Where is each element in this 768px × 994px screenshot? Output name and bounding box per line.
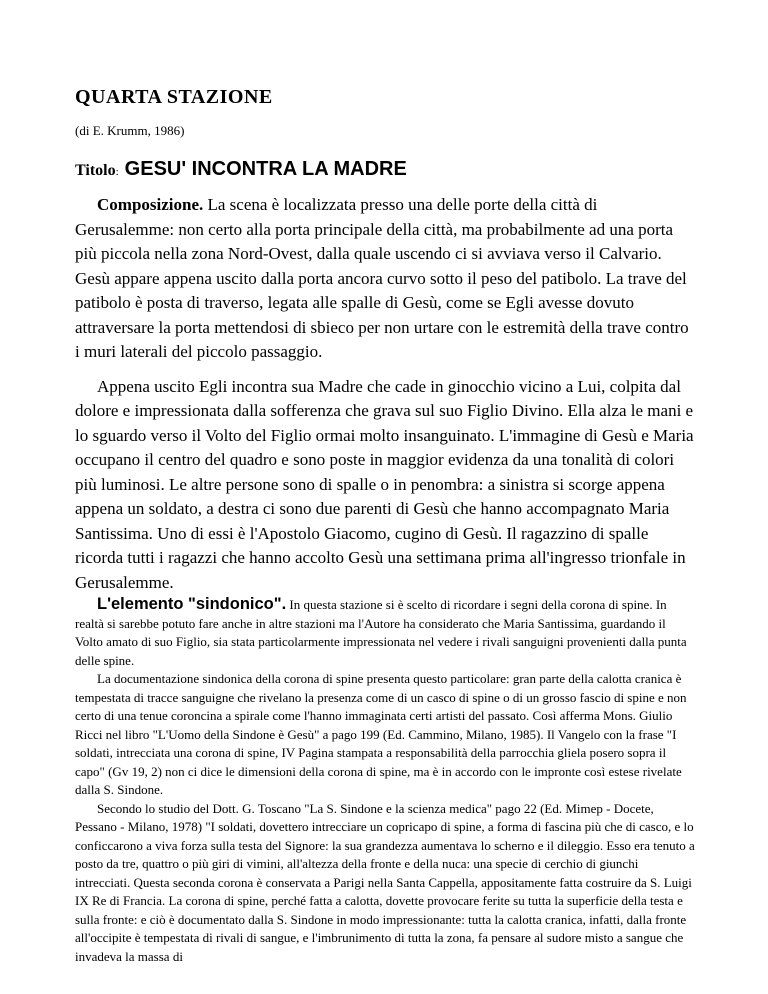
title-colon: :	[115, 166, 119, 178]
composition-lead: Composizione.	[97, 195, 204, 214]
composition-text: La scena è localizzata presso una delle porte della città di Gerusalemme: non certo alla porta principale della città, ma probabilmente ad una porta più piccola nella zona Nord-Ovest, dalla quale uscendo ci si avviava verso il Calvario. Gesù appare appena uscito dalla porta ancora curvo sotto il peso del patibolo. La trave del patibolo è posta di traverso, legata alle spalle di Gesù, come se Egli avesse dovuto attraversare la porta mettendosi di sbieco per non urtare con le estremità della trave contro i muri laterali del piccolo passaggio.	[75, 195, 689, 361]
sindonic-paragraph	[75, 595, 695, 670]
toscano-study-paragraph: Secondo lo studio del Dott. G. Toscano "La S. Sindone e la scienza medica" pago 22 (Ed. Mimep - Docete, Pessano - Milano, 1978) "I soldati, dovettero intrecciare un copricapo di spine, a forma di fascina più che di casco, e lo conficcarono a viva forza sulla testa del Signore: la sua grandezza aumentava lo scherno e il dileggio. Esso era tenuto a posto da tre, quattro o più giri di vimini, all'altezza della fronte e della nuca: una specie di cerchio di giunchi intrecciati. Questa seconda corona è conservata a Parigi nella Santa Cappella, appositamente fatta costruire da S. Luigi IX Re di Francia. La corona di spine, perché fatta a calotta, dovette provocare ferite su tutta la superficie della testa e sulla fronte: e ciò è documentato dalla S. Sindone in modo impressionante: tutta la calotta cranica, infatti, dalla fronte all'occipite è tempestata di rivali di sangue, e l'imbrunimento di tutta la zona, fa pensare al sudore misto a sangue che invadeva la massa di	[75, 800, 695, 964]
sindonic-text: In questa stazione si è scelto di ricordare i segni della corona di spine. In realtà si sarebbe potuto fare anche in altre stazioni ma l'Autore ha considerato che Maria Santissima, guardando il Volto amato di suo Figlio, sia stata particolarmente impressionata nel vedere i rivali sanguigni provenienti dalla punta delle spine.	[75, 597, 687, 668]
sindonic-lead: L'elemento "sindonico".	[97, 595, 287, 613]
meeting-paragraph: Appena uscito Egli incontra sua Madre che cade in ginocchio vicino a Lui, colpita dal dolore e impressionata dalla sofferenza che grava sul suo Figlio Divino. Ella alza le mani e lo sguardo verso il Volto del Figlio ormai molto insanguinato. L'immagine di Gesù e Maria occupano il centro del quadro e sono poste in maggior evidenza da una tonalità di colori più luminosi. Le altre persone sono di spalle o in penombra: a sinistra si scorge appena appena un soldato, a destra ci sono due parenti di Gesù che hanno accompagnato Maria Santissima. Uno di essi è l'Apostolo Giacomo, cugino di Gesù. Il ragazzino di spalle ricorda tutti i ragazzi che hanno accolto Gesù una settimana prima all'ingresso trionfale in Gerusalemme.	[75, 376, 694, 592]
composition-paragraph	[75, 193, 695, 365]
title-label: Titolo	[75, 162, 116, 179]
crown-documentation-paragraph: La documentazione sindonica della corona di spine presenta questo particolare: gran parte della calotta cranica è tempestata di tracce sanguigne che rivelano la presenza come di un casco di spine o di un grosso fascio di spine e non certo di una tenue coroncina a spirale come l'hanno immaginata certi artisti del passato. Così afferma Mons. Giulio Ricci nel libro "L'Uomo della Sindone è Gesù" a pago 199 (Ed. Cammino, Milano, 1985). Il Vangelo con la frase "I soldati, intrecciata una corona di spine, IV Pagina stampata a responsabilità della parrocchia gliela posero sopra il capo" (Gv 19, 2) non ci dice le dimensioni della corona di spine, ma è in accordo con le impronte così estese rivelate dalla S. Sindone.	[75, 671, 687, 797]
title-line	[75, 156, 695, 185]
station-heading: QUARTA STAZIONE	[75, 86, 273, 108]
title-value: GESU' INCONTRA LA MADRE	[124, 158, 407, 180]
document-page	[75, 84, 695, 966]
author-line: (di E. Krumm, 1986)	[75, 123, 185, 138]
